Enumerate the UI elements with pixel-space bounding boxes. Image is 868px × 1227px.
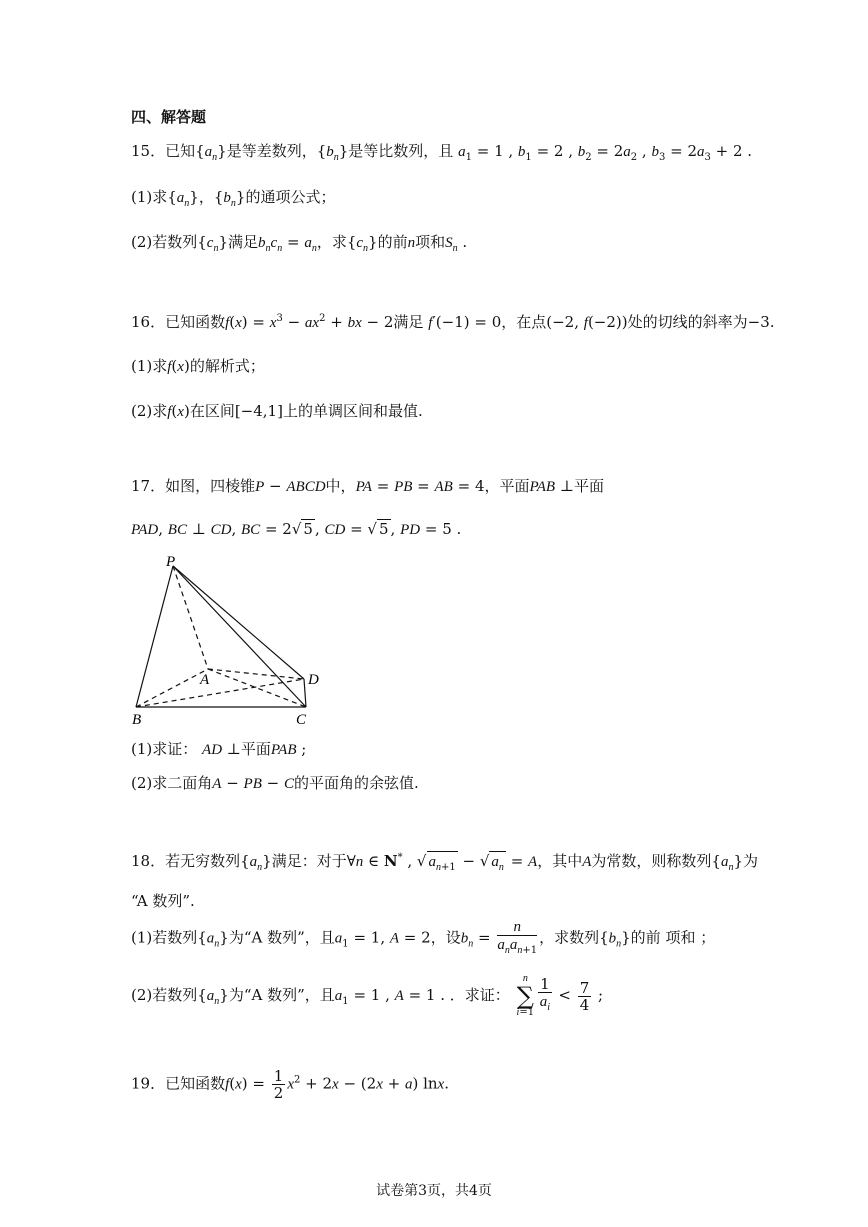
- q17-stem: 17．如图，四棱锥P − ABCD中，PA = PB = AB = 4，平面PAB ⊥平面: [131, 477, 604, 495]
- q17-stem-cont: PAD, BC ⊥ CD, BC = 2√ 5 , CD = √ 5 , PD = 5 .: [131, 520, 462, 538]
- q18-part2: (2)若数列$\{a_n\}$为“A 数列”，且$a_1 = 1$ , A = 1 . ．求证： n ∑ i=1 $\frac{1}{a_i}$ < $\frac{7}{4}$ ;: [131, 973, 604, 1018]
- edge-pb: [136, 566, 173, 707]
- pyramid-figure: [128, 552, 328, 728]
- label-d: D: [308, 672, 319, 688]
- q17-part1: (1)求证： AD ⊥平面PAB ;: [131, 740, 307, 758]
- q16-part2: (2)求f(x)在区间[−4,1]上的单调区间和最值.: [131, 402, 423, 420]
- label-b: B: [132, 712, 142, 728]
- q19-stem: 19．已知函数f(x) = $\frac{1}{2}$ $x^2 + 2x - (2x + a)$ lnx.: [131, 1067, 449, 1102]
- edge-cd: [304, 679, 306, 707]
- q18-part1: (1)若数列$\{a_n\}$为“A 数列”，且$a_1 = 1$, A = 2，设$b_n$ = $\frac{n}{a_na_{n+1}}$ ，求数列$\{b_n\}$的前 项和 ；: [131, 919, 716, 956]
- edge-pd: [173, 566, 304, 679]
- label-p: P: [166, 554, 176, 570]
- q16-stem: 16．已知函数$f(x) = x^3 - ax^2$ + bx − 2满足 f′(−1) = 0，在点(−2, f(−2))处的切线的斜率为−3.: [131, 313, 775, 331]
- q18-stem-cont: “A 数列”.: [131, 892, 195, 910]
- page-footer: 试卷第3页，共4页: [376, 1183, 492, 1199]
- q15-stem: 15．已知$\{a_n\}$是等差数列，$\{b_n\}$是等比数列，且 $a_1 = 1$ , $b_1 = 2$ , $b_2 = 2a_2$ , $b_3 = 2a_3 + 2$ .: [131, 142, 753, 163]
- label-c: C: [296, 712, 307, 728]
- q15-part1: (1)求$\{a_n\}$，$\{b_n\}$的通项公式；: [131, 188, 336, 209]
- label-a: A: [200, 672, 210, 688]
- edge-pc: [173, 566, 306, 707]
- q15-part2: (2)若数列$\{c_n\}$满足$b_nc_n = a_n$，求$\{c_n\}$的前n项和$S_n$ .: [131, 233, 468, 254]
- q17-part2: (2)求二面角A − PB − C的平面角的余弦值.: [131, 774, 419, 792]
- edge-ad: [208, 669, 304, 679]
- section-title: 四、解答题: [131, 108, 207, 126]
- edge-bd: [136, 679, 304, 707]
- q16-part1: (1)求f(x)的解析式；: [131, 357, 265, 375]
- q18-stem: 18．若无穷数列$\{a_n\}$满足：对于∀n ∈ N* , √ $a_{n+1}$ − √ $a_n = A$，其中A为常数，则称数列$\{a_n\}$为: [131, 852, 759, 873]
